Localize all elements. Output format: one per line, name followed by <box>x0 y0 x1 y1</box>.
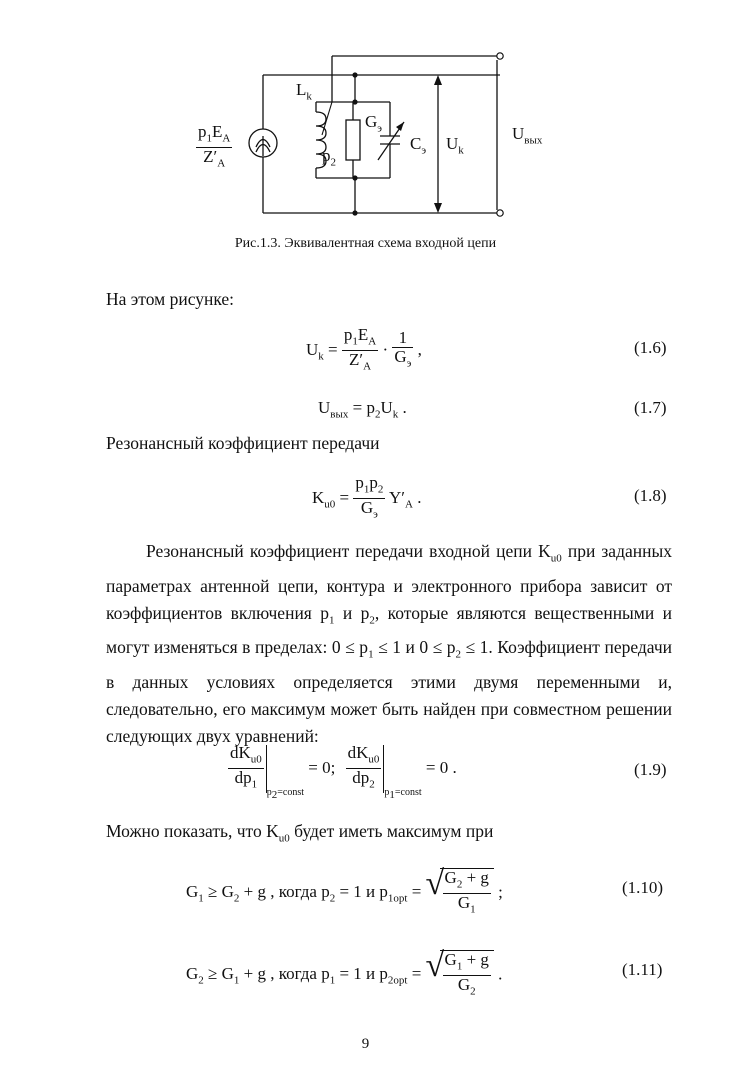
eq110-rd: $G_1$ <box>457 893 476 916</box>
eq19-d1: $dp_1$ <box>234 768 258 791</box>
eq111-tail: . <box>498 964 503 984</box>
eq19-bar2 <box>383 745 384 793</box>
eq18-den: $G_э$ <box>360 498 378 521</box>
uout-label: $U_{вых}$ <box>512 124 543 147</box>
eq19-bar1 <box>266 745 267 793</box>
equation-1-10: $G_1 \ge G_2 + g$ , когда $p_2 = 1$ и $p_{1opt}$ = √ $\frac{G_2 + g}{G_1}$ ; <box>186 868 503 919</box>
equation-1-6 <box>306 326 422 376</box>
eq19-m2: = 0 . <box>425 757 457 777</box>
eq16-den1: $Z'_A$ <box>349 350 372 373</box>
eq18-lhs: $K_{u0}$ = <box>312 487 350 511</box>
capacitor-label: $C_э$ <box>410 134 427 157</box>
inductor-label: $L_k$ <box>296 80 312 103</box>
eq110-tail: ; <box>498 882 503 902</box>
eq111-number: (1.11) <box>622 960 663 979</box>
eq19-d2: $dp_2$ <box>352 768 375 791</box>
eq18-number: (1.8) <box>634 486 667 505</box>
source-label <box>196 123 232 173</box>
eq16-num2: 1 <box>392 329 413 348</box>
eq111-lhs: $G_2 \ge G_1 + g$ , когда $p_1 = 1$ и $p_{2opt}$ = <box>186 964 422 987</box>
eq19-n1: $dK_{u0}$ <box>228 744 264 769</box>
source-den: $Z'_A$ <box>203 147 226 170</box>
page-number: 9 <box>361 1036 370 1052</box>
eq16-tail: , <box>417 339 422 359</box>
eq16-number: (1.6) <box>634 338 667 357</box>
uk-label: $U_k$ <box>446 134 464 157</box>
equation-1-7: $U_{вых} = p_2U_k$ . <box>318 398 407 421</box>
eq111-rn: $G_1 + g$ <box>443 951 491 976</box>
eq19-m1: = 0; <box>308 757 336 777</box>
eq19-c1: p2=const <box>266 786 305 801</box>
equation-1-9 <box>228 743 457 801</box>
equation-1-11: $G_2 \ge G_1 + g$ , когда $p_1 = 1$ и $p_{2opt}$ = √ $\frac{G_1 + g}{G_2}$ . <box>186 950 502 1001</box>
eq16-den2: $G_э$ <box>394 347 412 370</box>
eq18-tail: $Y'_A$ . <box>389 487 422 511</box>
source-num: $p_1E_A$ <box>196 123 232 148</box>
paragraph-max: Можно показать, что $K_{u0}$ будет иметь максимум при <box>106 821 494 845</box>
eq16-dot: · <box>382 339 389 359</box>
eq18-num: $p_1p_2$ <box>353 474 385 499</box>
paragraph-intro: На этом рисунке: <box>106 289 235 309</box>
eq110-lhs: $G_1 \ge G_2 + g$ , когда $p_2 = 1$ и $p_{1opt}$ = <box>186 882 422 905</box>
paragraph-resonant: Резонансный коэффициент передачи <box>106 433 380 453</box>
paragraph-main: Резонансный коэффициент передачи входной цепи $K_{u0}$ при заданных параметрах антенной цепи, контура и электронного прибора зависит от коэффициентов включения $p_1$ и $p_2$, которые являются вещественными и могут изменяться в пределах: $0 \le p_1 \le 1$ и $0 \le p_2 \le 1$. Коэффициент передачи в данных условиях определяется этими двумя переменными и, следовательно, его максимум может быть найден при совместном решении следующих двух уравнений: <box>106 541 673 746</box>
conductance-label: $G_э$ <box>365 112 383 135</box>
eq19-number: (1.9) <box>634 760 667 779</box>
eq16-num1: $p_1E_A$ <box>342 326 378 351</box>
eq111-rd: $G_2$ <box>457 975 476 998</box>
eq110-rn: $G_2 + g$ <box>443 869 491 894</box>
eq19-c2: p1=const <box>384 786 422 801</box>
tap-label: $p_2$ <box>322 146 336 169</box>
figure-caption: Рис.1.3. Эквивалентная схема входной цепи <box>234 236 497 251</box>
equation-1-8 <box>312 474 421 524</box>
eq16-lhs: $U_k$ = <box>306 339 338 363</box>
eq19-n2: $dK_{u0}$ <box>346 744 382 769</box>
eq17-number: (1.7) <box>634 398 667 417</box>
eq110-number: (1.10) <box>622 878 664 897</box>
